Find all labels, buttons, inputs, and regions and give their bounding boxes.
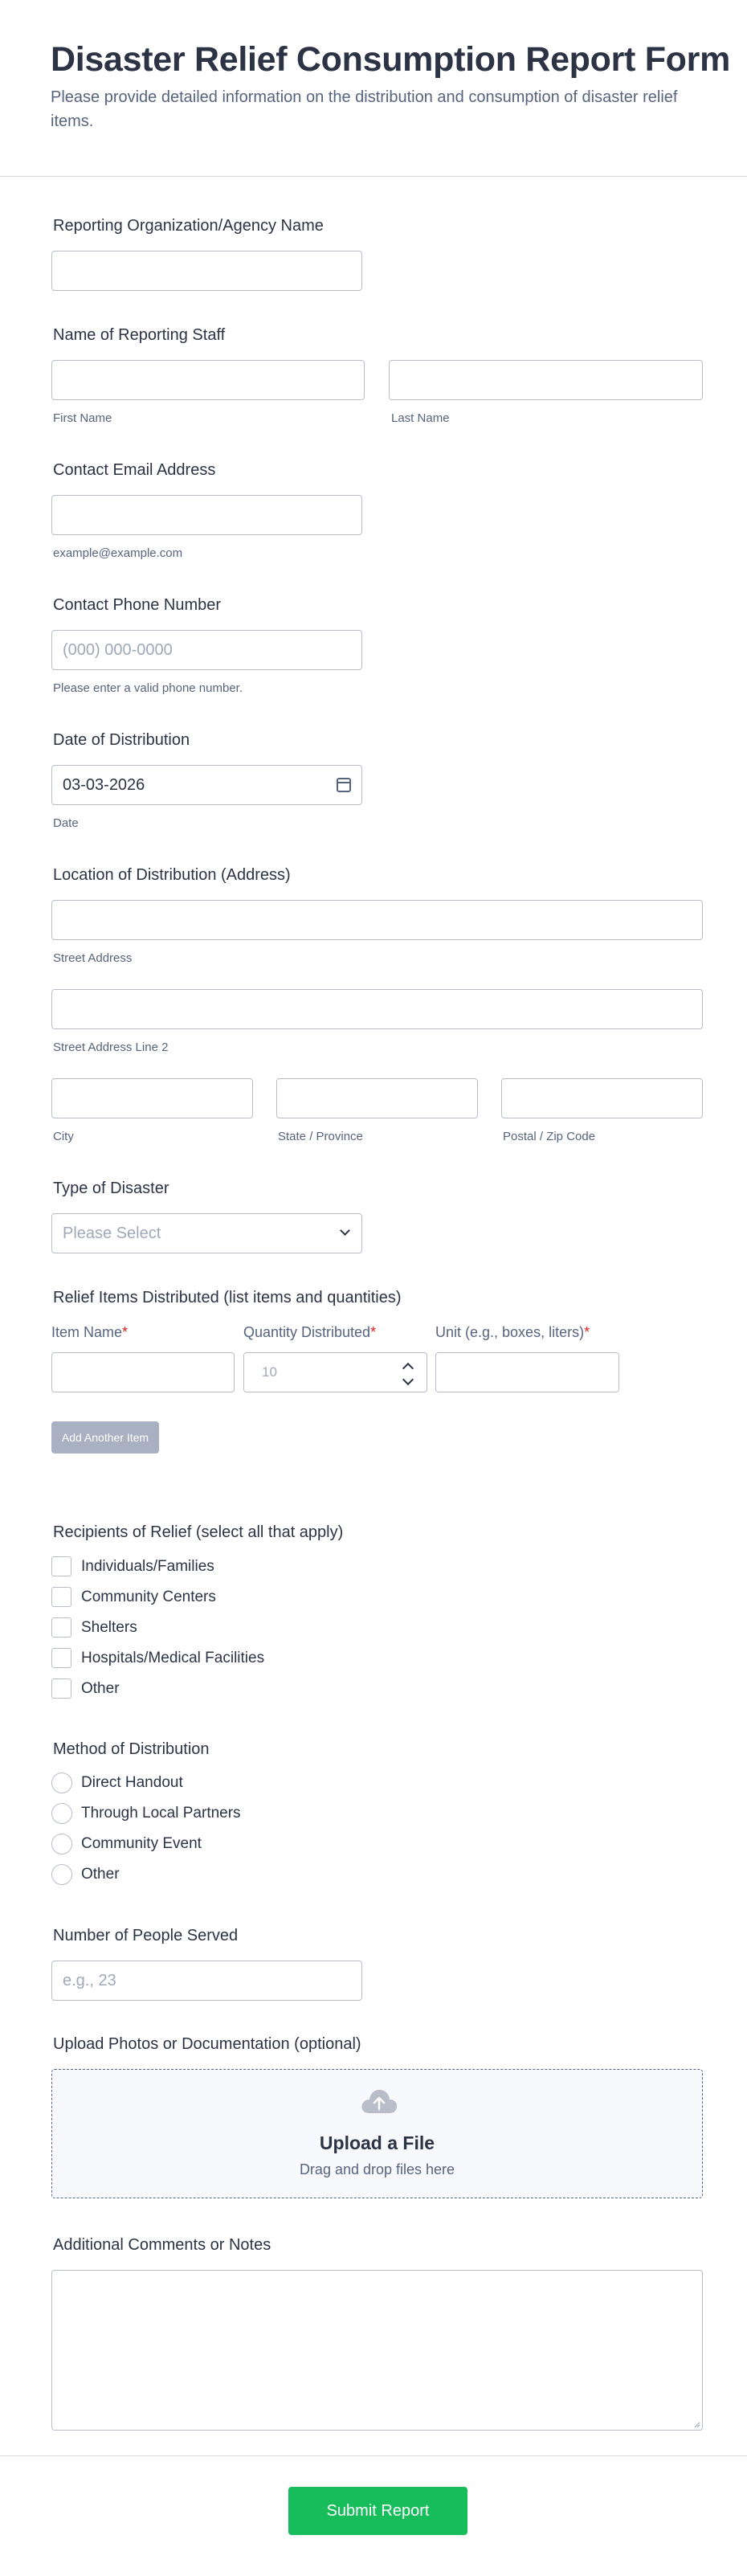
upload-subtitle: Drag and drop files here bbox=[299, 2161, 455, 2177]
resize-grip-icon[interactable] bbox=[692, 2420, 700, 2428]
street-line2-input[interactable] bbox=[51, 989, 703, 1029]
unit-input[interactable] bbox=[435, 1352, 619, 1392]
submit-button[interactable]: Submit Report bbox=[288, 2487, 467, 2535]
checkbox[interactable] bbox=[51, 1617, 71, 1638]
city-sublabel: City bbox=[53, 1130, 74, 1143]
quantity-input[interactable] bbox=[243, 1352, 427, 1392]
date-sublabel: Date bbox=[53, 816, 79, 830]
state-sublabel: State / Province bbox=[278, 1130, 363, 1143]
recipients-label: Recipients of Relief (select all that apply) bbox=[53, 1523, 344, 1541]
people-label: Number of People Served bbox=[53, 1927, 239, 1944]
checkbox[interactable] bbox=[51, 1587, 71, 1607]
email-sublabel: example@example.com bbox=[53, 546, 183, 560]
add-item-button[interactable]: Add Another Item bbox=[51, 1421, 159, 1454]
staff-label: Name of Reporting Staff bbox=[53, 326, 226, 344]
checkbox[interactable] bbox=[51, 1648, 71, 1668]
organization-input[interactable] bbox=[51, 251, 362, 291]
organization-label: Reporting Organization/Agency Name bbox=[53, 217, 324, 235]
first-name-input[interactable] bbox=[51, 360, 365, 400]
email-label: Contact Email Address bbox=[53, 461, 216, 479]
zip-sublabel: Postal / Zip Code bbox=[503, 1130, 596, 1143]
chevron-down-icon bbox=[340, 1225, 350, 1236]
phone-label: Contact Phone Number bbox=[53, 596, 222, 614]
cloud-upload-icon bbox=[360, 2087, 398, 2115]
radio[interactable] bbox=[51, 1803, 72, 1824]
col-item-name: Item Name* bbox=[51, 1324, 129, 1340]
radio[interactable] bbox=[51, 1834, 72, 1854]
items-label: Relief Items Distributed (list items and quantities) bbox=[53, 1289, 402, 1306]
last-name-input[interactable] bbox=[389, 360, 703, 400]
calendar-icon[interactable] bbox=[337, 778, 351, 792]
form-subtitle: Please provide detailed information on the distribution and consumption of disaster relief items. bbox=[51, 88, 678, 130]
city-input[interactable] bbox=[51, 1078, 253, 1118]
date-input[interactable] bbox=[51, 765, 362, 805]
people-served-input[interactable] bbox=[51, 1961, 362, 2001]
item-name-input[interactable] bbox=[51, 1352, 235, 1392]
disaster-label: Type of Disaster bbox=[53, 1180, 169, 1197]
phone-sublabel: Please enter a valid phone number. bbox=[53, 681, 243, 695]
radio[interactable] bbox=[51, 1864, 72, 1885]
comments-label: Additional Comments or Notes bbox=[53, 2236, 271, 2254]
checkbox[interactable] bbox=[51, 1678, 71, 1699]
zip-input[interactable] bbox=[501, 1078, 703, 1118]
address-label: Location of Distribution (Address) bbox=[53, 866, 291, 884]
date-label: Date of Distribution bbox=[53, 731, 190, 749]
col-quantity: Quantity Distributed* bbox=[243, 1324, 377, 1340]
phone-input[interactable] bbox=[51, 630, 362, 670]
last-name-sublabel: Last Name bbox=[391, 411, 450, 425]
street-line2-sublabel: Street Address Line 2 bbox=[53, 1041, 169, 1054]
first-name-sublabel: First Name bbox=[53, 411, 112, 425]
method-label: Method of Distribution bbox=[53, 1740, 210, 1758]
checkbox[interactable] bbox=[51, 1556, 71, 1576]
form-header bbox=[0, 0, 747, 177]
footer-divider bbox=[0, 2455, 747, 2456]
state-input[interactable] bbox=[276, 1078, 478, 1118]
comments-textarea[interactable] bbox=[51, 2270, 703, 2431]
disaster-select-value: Please Select bbox=[63, 1225, 161, 1242]
col-unit: Unit (e.g., boxes, liters)* bbox=[435, 1324, 590, 1340]
radio[interactable] bbox=[51, 1773, 72, 1793]
disaster-select[interactable] bbox=[51, 1213, 362, 1253]
email-input[interactable] bbox=[51, 495, 362, 535]
form-title: Disaster Relief Consumption Report Form bbox=[51, 40, 731, 79]
street-input[interactable] bbox=[51, 900, 703, 940]
upload-title: Upload a File bbox=[319, 2132, 435, 2153]
upload-dropzone[interactable] bbox=[51, 2069, 703, 2198]
street-sublabel: Street Address bbox=[53, 951, 133, 965]
upload-label: Upload Photos or Documentation (optional) bbox=[53, 2035, 361, 2053]
